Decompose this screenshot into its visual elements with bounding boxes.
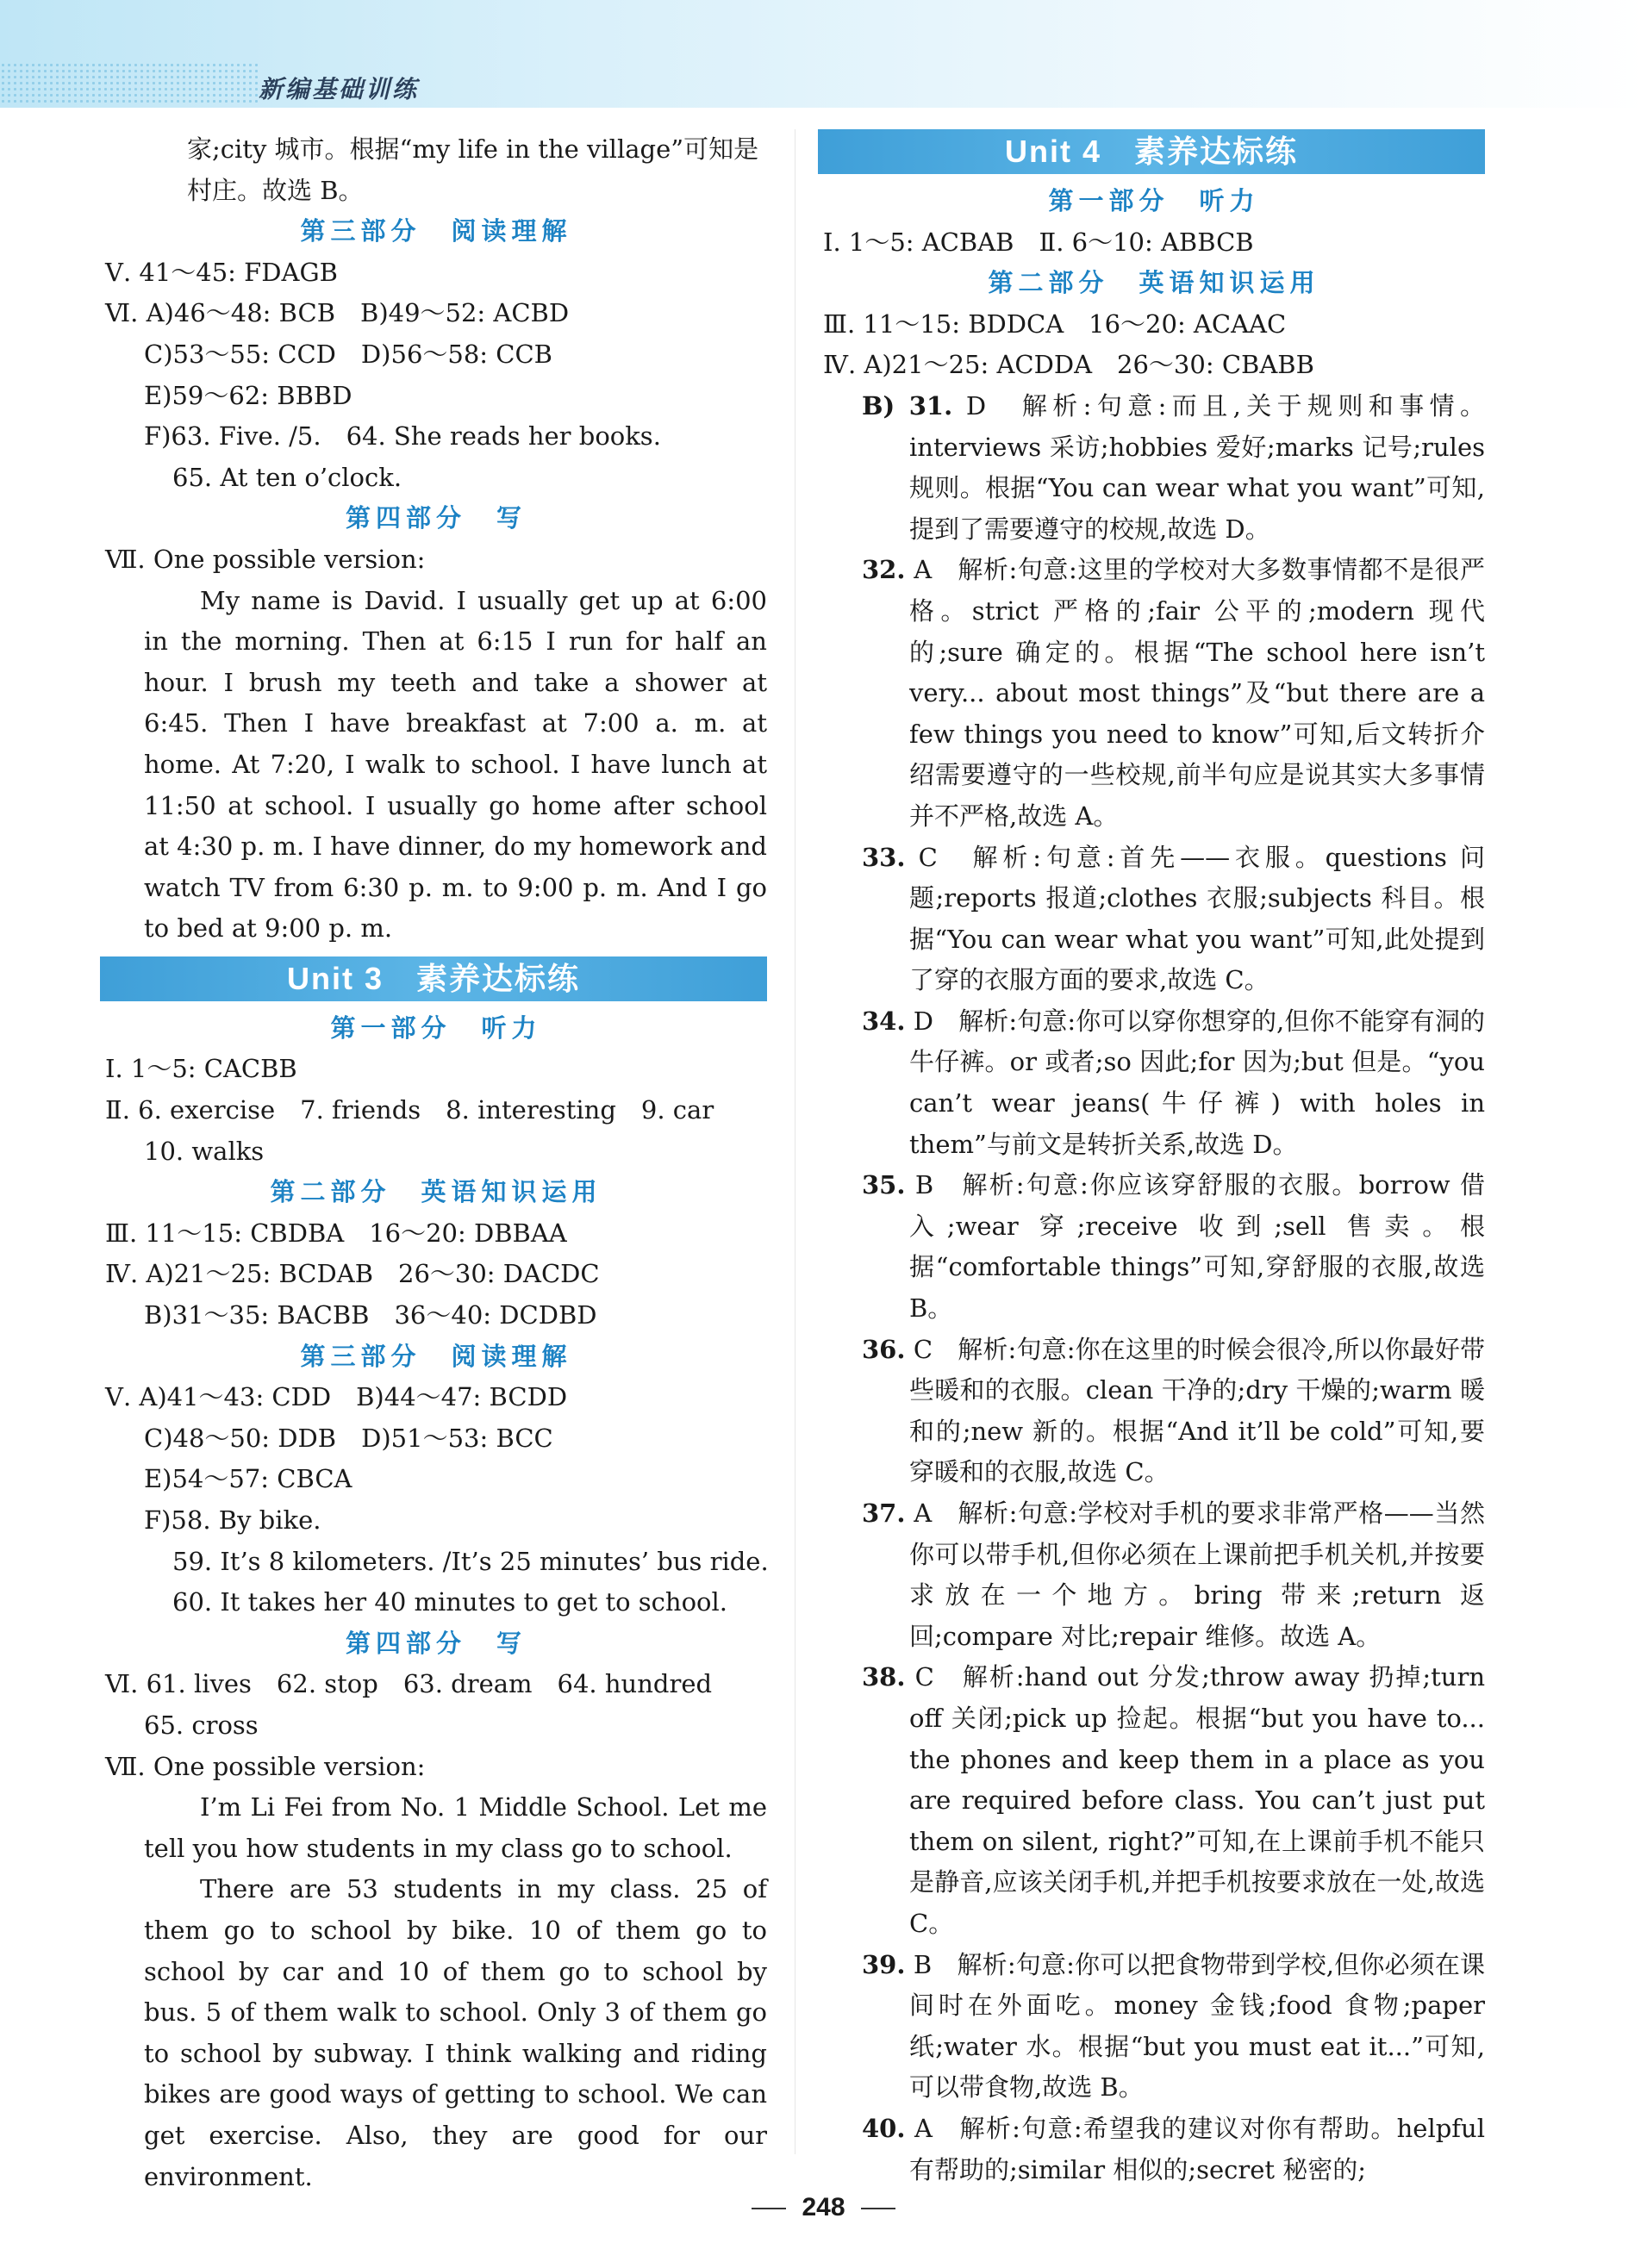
essay-paragraph: My name is David. I usually get up at 6:00 in the morning. Then at 6:15 I run for half an hour. I brush my teeth and take a shower at 6:45. Then I have breakfast at 7:00 a. m. at home. At 7:20, I walk to school. I have lunch at 11:50 at school. I usually go home after school at 4:30 p. m. I have dinner, do my homework and watch TV from 6:30 p. m. to 9:00 p. m. And I go to bed at 9:00 p. m. (144, 585, 767, 944)
essay-label: Ⅶ. One possible version: (105, 544, 426, 574)
text-line: 家;city 城市。根据“my life in the village”可知是 (187, 134, 759, 164)
essay-paragraph: I’m Li Fei from No. 1 Middle School. Let me tell you how students in my class go to school. (144, 1792, 767, 1863)
section-heading: 第二部分 英语知识运用 (270, 1177, 602, 1207)
header-dot-pattern (0, 62, 259, 103)
explanation-item (823, 2109, 1485, 2190)
explanation-text: A 解析:句意:学校对手机的要求非常严格——当然你可以带手机,但你必须在上课前把手机关机,并按要求放在一个地方。bring 带来;return 返回;compare 对比;repair 维修。故选 A。 (909, 1498, 1485, 1651)
question-number: 37. (862, 1498, 906, 1528)
page-header-band (0, 0, 1647, 108)
page-footer (0, 2193, 1647, 2222)
explanation-text: C 解析:hand out 分发;throw away 扔掉;turn off 关闭;pick up 捡起。根据“but you have to... the phones and keep them in a place as you are required before class. You can’t just put them on silent, right?”可知,在上课前手机不能只是静音,应该关闭手机,并把手机按要求放在一处,故选 C。 (909, 1662, 1486, 1938)
answer-line: Ⅵ. A)46～48: BCB B)49～52: ACBD (105, 298, 570, 328)
answer-line: Ⅵ. 61. lives 62. stop 63. dream 64. hundred (105, 1669, 713, 1699)
answer-line: 10. walks (144, 1136, 265, 1166)
answer-line: Ⅲ. 11～15: BDDCA 16～20: ACAAC (823, 308, 1287, 339)
explanation-item (823, 550, 1485, 837)
page-number: 248 (802, 2193, 845, 2221)
explanation-text: C 解析:句意:你在这里的时候会很冷,所以你最好带些暖和的衣服。clean 干净的;dry 干燥的;warm 暖和的;new 新的。根据“And it’ll be cold”可知,要穿暖和的衣服,故选 C。 (909, 1334, 1486, 1487)
answer-line: 59. It’s 8 kilometers. /It’s 25 minutes’ bus ride. (172, 1546, 769, 1576)
explanation-item (823, 1330, 1485, 1493)
section-heading: 第四部分 写 (345, 503, 527, 533)
section-heading: 第一部分 听力 (330, 1012, 542, 1043)
answer-line: F)63. Five. /5. 64. She reads her books. (144, 421, 661, 452)
question-number: 40. (862, 2113, 906, 2143)
book-series-title: 新编基础训练 (259, 75, 420, 103)
section-heading: 第一部分 听力 (1048, 186, 1260, 215)
answer-line: Ⅳ. A)21～25: ACDDA 26～30: CBABB (823, 350, 1314, 380)
answer-line: 65. At ten o’clock. (172, 462, 402, 492)
explanation-text: D 解析:句意:而且,关于规则和事情。interviews 采访;hobbies 爱好;marks 记号;rules 规则。根据“You can wear what you want”可知,提到了需要遵守的校规,故选 D。 (909, 390, 1486, 544)
section-heading: 第四部分 写 (345, 1628, 527, 1658)
essay-paragraph: There are 53 students in my class. 25 of them go to school by bike. 10 of them go to school by car and 10 of them go to school by bus. 5 of them walk to school. Only 3 of them go to school by subway. I think walking and riding bikes are good ways of getting to school. We can get exercise. Also, they are good for our environment. (144, 1874, 767, 2191)
question-number: 32. (862, 555, 906, 585)
answer-line: Ⅰ. 1～5: ACBAB Ⅱ. 6～10: ABBCB (823, 227, 1254, 257)
answer-line: 60. It takes her 40 minutes to get to school. (172, 1587, 728, 1617)
explanation-text: B 解析:句意:你可以把食物带到学校,但你必须在课间时在外面吃。money 金钱;food 食物;paper 纸;water 水。根据“but you must eat it...”可知,可以带食物,故选 B。 (909, 1949, 1485, 2103)
answer-line: Ⅰ. 1～5: CACBB (105, 1054, 297, 1084)
explanation-text: D 解析:句意:你可以穿你想穿的,但你不能穿有洞的牛仔裤。or 或者;so 因此;for 因为;but 但是。“you can’t wear jeans(牛仔裤) with holes in them”与前文是转折关系,故选 D。 (909, 1006, 1485, 1159)
explanation-item (823, 1493, 1485, 1657)
answer-line: E)54～57: CBCA (144, 1464, 352, 1494)
explanation-text: A 解析:句意:这里的学校对大多数事情都不是很严格。strict 严格的;fair 公平的;modern 现代的;sure 确定的。根据“The school here isn’t very... about most things”及“but there are a few things you need to know”可知,后文转折介绍需要遵守的一些校规,前半句应是说其实大多事情并不严格,故选 A。 (909, 555, 1485, 831)
explanation-text: B 解析:句意:你应该穿舒服的衣服。borrow 借入;wear 穿;receive 收到;sell 售卖。根据“comfortable things”可知,穿舒服的衣服,故选 B。 (909, 1170, 1486, 1324)
question-number: 39. (862, 1949, 906, 1979)
question-number: 33. (862, 842, 906, 872)
essay-label: Ⅶ. One possible version: (105, 1751, 426, 1781)
text-line: 村庄。故选 B。 (187, 175, 364, 205)
left-column (105, 129, 767, 2197)
question-number: 34. (862, 1006, 906, 1036)
explanation-text: C 解析:句意:首先——衣服。questions 问题;reports 报道;clothes 衣服;subjects 科目。根据“You can wear what you want”可知,此处提到了穿的衣服方面的要求,故选 C。 (909, 842, 1486, 995)
footer-rule-left (752, 2208, 786, 2209)
explanation-text: A 解析:句意:希望我的建议对你有帮助。helpful 有帮助的;similar 相似的;secret 秘密的; (909, 2113, 1485, 2184)
explanation-item (823, 386, 1485, 550)
unit-banner: Unit 3 素养达标练 (100, 956, 767, 1001)
footer-rule-right (861, 2208, 895, 2209)
section-heading: 第三部分 阅读理解 (300, 1341, 572, 1371)
section-heading: 第二部分 英语知识运用 (988, 268, 1320, 298)
answer-line: E)59～62: BBBD (144, 380, 352, 410)
explanation-item (823, 1165, 1485, 1329)
answer-line: F)58. By bike. (144, 1505, 321, 1535)
question-number: 38. (862, 1662, 906, 1692)
right-column (823, 129, 1485, 2190)
explanation-item (823, 838, 1485, 1001)
answer-line: C)53～55: CCD D)56～58: CCB (144, 339, 552, 369)
explanation-item (823, 1945, 1485, 2109)
answer-line: Ⅲ. 11～15: CBDBA 16～20: DBBAA (105, 1218, 567, 1248)
unit-banner: Unit 4 素养达标练 (818, 129, 1485, 174)
answer-line: Ⅴ. A)41～43: CDD B)44～47: BCDD (105, 1382, 568, 1412)
answer-line: C)48～50: DDB D)51～53: BCC (144, 1423, 553, 1453)
answer-line: 65. cross (144, 1710, 259, 1740)
answer-line: Ⅴ. 41～45: FDAGB (105, 257, 338, 287)
question-number: 36. (862, 1334, 906, 1364)
explanation-item (823, 1001, 1485, 1165)
question-number: B) 31. (862, 390, 953, 421)
answer-line: B)31～35: BACBB 36～40: DCDBD (144, 1300, 597, 1330)
explanation-item (823, 1657, 1485, 1944)
question-number: 35. (862, 1170, 906, 1200)
section-heading: 第三部分 阅读理解 (300, 216, 572, 246)
answer-line: Ⅳ. A)21～25: BCDAB 26～30: DACDC (105, 1259, 600, 1289)
answer-line: Ⅱ. 6. exercise 7. friends 8. interesting 9. car (105, 1095, 714, 1125)
